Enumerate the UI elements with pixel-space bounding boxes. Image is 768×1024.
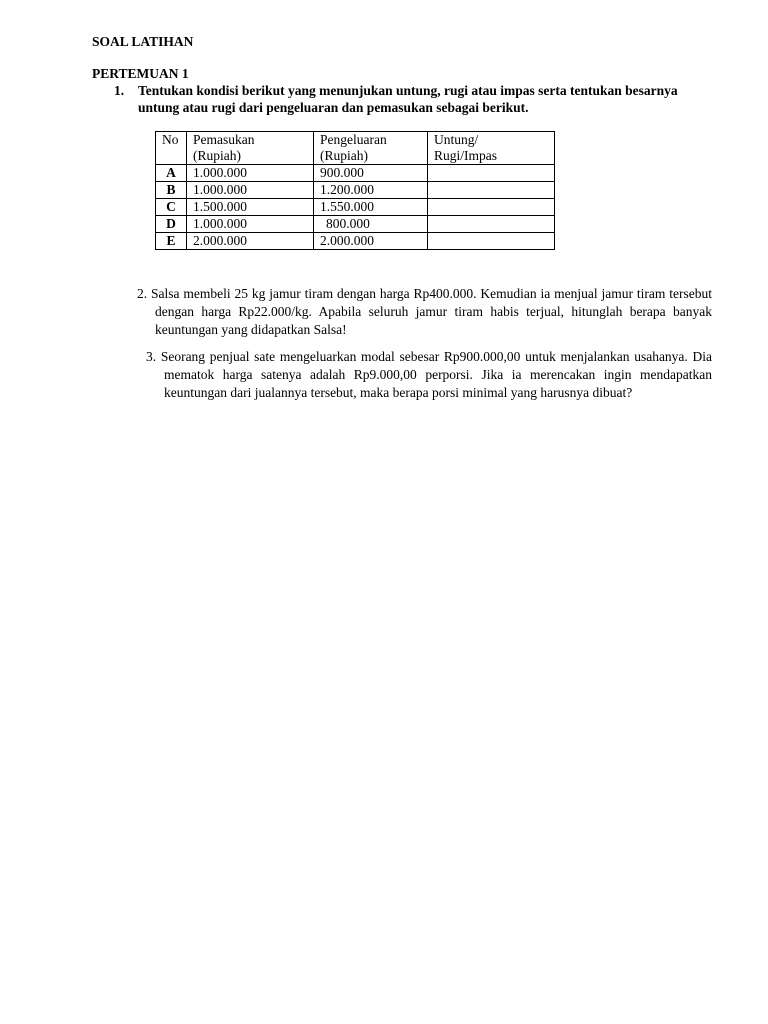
- table-header-row: [156, 132, 555, 165]
- header-result-label-2: Rugi/Impas: [434, 148, 497, 163]
- expense-cell: 800.000: [314, 216, 428, 233]
- income-expense-table: [155, 131, 555, 250]
- table-row: [156, 216, 555, 233]
- header-expense: [314, 132, 428, 165]
- row-label: B: [156, 182, 187, 199]
- row-label: A: [156, 165, 187, 182]
- table-row: [156, 233, 555, 250]
- question-1-number: 1.: [114, 83, 125, 98]
- income-cell: 1.000.000: [187, 165, 314, 182]
- header-income-label: Pemasukan: [193, 132, 255, 147]
- question-2: 2. Salsa membeli 25 kg jamur tiram dengan harga Rp400.000. Kemudian ia menjual jamur tiram tersebut dengan harga Rp22.000/kg. Apabila seluruh jamur tiram habis terjual, hitunglah berapa banyak keuntungan yang didapatkan Salsa!: [137, 286, 712, 337]
- header-income-unit: (Rupiah): [193, 148, 241, 163]
- question-1-text: Tentukan kondisi berikut yang menunjukan untung, rugi atau impas serta tentukan besarnya untung atau rugi dari pengeluaran dan pemasukan sebagai berikut.: [138, 83, 678, 115]
- row-label: D: [156, 216, 187, 233]
- result-cell: [428, 233, 555, 250]
- income-cell: 1.000.000: [187, 216, 314, 233]
- question-3: 3. Seorang penjual sate mengeluarkan modal sebesar Rp900.000,00 untuk menjalankan usahanya. Dia mematok harga satenya adalah Rp9.000,00 perporsi. Jika ia merencakan ingin mendapatkan keuntungan dari jualannya tersebut, maka berapa porsi minimal yang harusnya dibuat?: [146, 349, 712, 400]
- header-no: [156, 132, 187, 165]
- expense-cell: 1.550.000: [314, 199, 428, 216]
- question-1: [114, 82, 684, 116]
- table-row: [156, 182, 555, 199]
- income-cell: 1.000.000: [187, 182, 314, 199]
- expense-cell: 2.000.000: [314, 233, 428, 250]
- header-expense-unit: (Rupiah): [320, 148, 368, 163]
- result-cell: [428, 216, 555, 233]
- expense-cell: 1.200.000: [314, 182, 428, 199]
- expense-cell: 900.000: [314, 165, 428, 182]
- income-cell: 1.500.000: [187, 199, 314, 216]
- meeting-heading: PERTEMUAN 1: [92, 66, 189, 81]
- row-label: C: [156, 199, 187, 216]
- table-row: [156, 165, 555, 182]
- table-row: [156, 199, 555, 216]
- header-income: [187, 132, 314, 165]
- row-label: E: [156, 233, 187, 250]
- header-no-label: No: [162, 132, 179, 147]
- document-title: SOAL LATIHAN: [92, 34, 194, 49]
- header-result-label: Untung/: [434, 132, 479, 147]
- result-cell: [428, 199, 555, 216]
- header-expense-label: Pengeluaran: [320, 132, 387, 147]
- header-result: [428, 132, 555, 165]
- result-cell: [428, 165, 555, 182]
- result-cell: [428, 182, 555, 199]
- income-cell: 2.000.000: [187, 233, 314, 250]
